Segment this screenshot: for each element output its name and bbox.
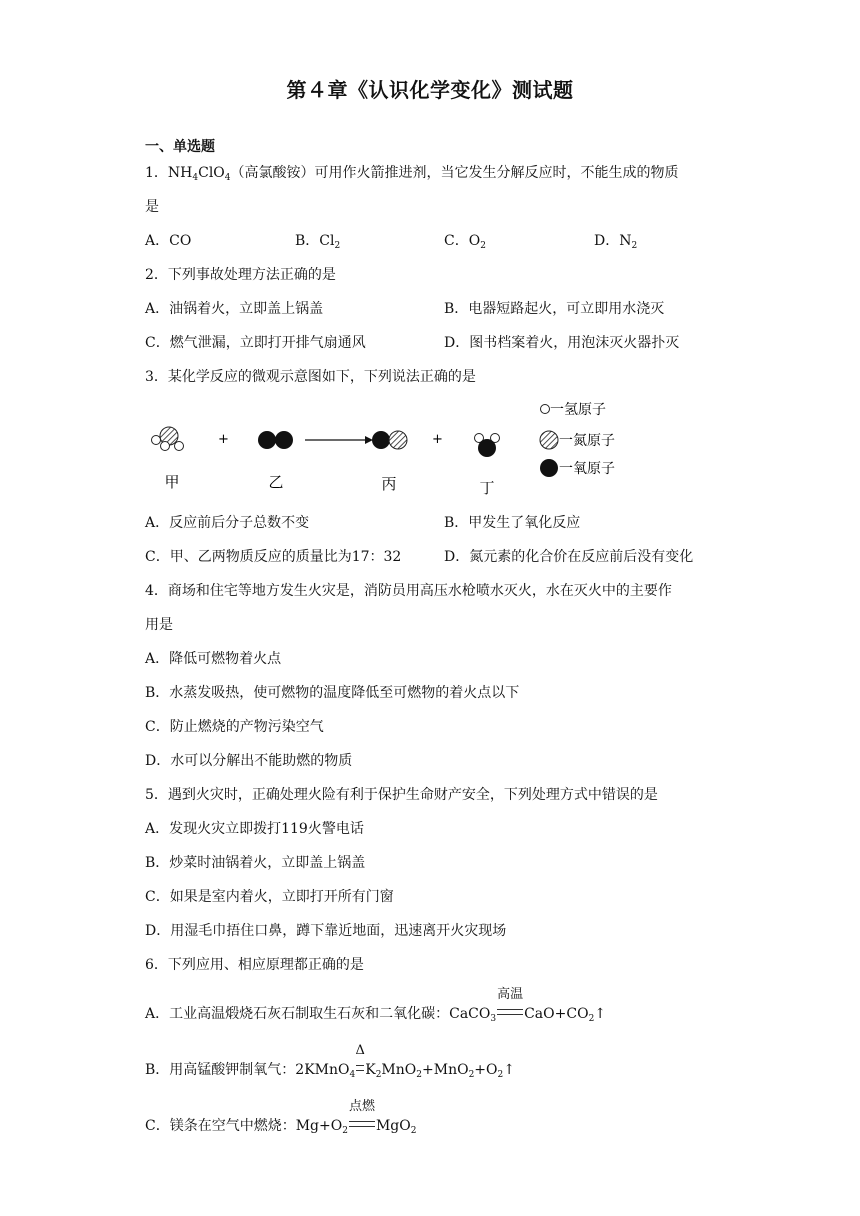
- q4-stem: 4．商场和住宅等地方发生火灾是，消防员用高压水枪喷水灭火，水在灭火中的主要作: [145, 583, 672, 599]
- q1-option-a: A．CO: [145, 233, 192, 249]
- legend-oxygen: 一氧原子: [559, 461, 615, 477]
- plus-sign-2: +: [432, 432, 443, 447]
- reaction-condition-ignite: 点燃: [348, 1117, 376, 1135]
- label-yi: 乙: [268, 473, 284, 491]
- q2-option-a: A．油锅着火，立即盖上锅盖: [145, 301, 324, 317]
- reaction-arrow: [305, 436, 373, 444]
- q3-option-c: C．甲、乙两物质反应的质量比为17：32: [145, 549, 402, 565]
- molecule-ding: [475, 434, 500, 458]
- label-ding: 丁: [479, 479, 495, 497]
- q3-option-a: A．反应前后分子总数不变: [145, 515, 310, 531]
- q4-stem-line2: 用是: [145, 617, 173, 633]
- q6-option-c: C．镁条在空气中燃烧：$Mg+O_2$ 点燃 MgO$_2$: [145, 1099, 417, 1136]
- q1-option-c: C．$O_2$: [444, 233, 486, 251]
- plus-sign-1: +: [218, 432, 229, 447]
- q2-option-b: B．电器短路起火，可立即用水浇灭: [444, 301, 665, 317]
- q1-option-d: D．$N_2$: [594, 233, 638, 251]
- section-heading: 一、单选题: [145, 139, 215, 155]
- q6-option-a: A．工业高温煅烧石灰石制取生石灰和二氧化碳：CaCO$_3$ 高温 $CaO+CO_2↑$: [145, 987, 607, 1024]
- q5-option-b: B．炒菜时油锅着火，立即盖上锅盖: [145, 855, 366, 871]
- reaction-diagram: [140, 395, 640, 505]
- reaction-condition-high-temp: 高温: [496, 1005, 524, 1023]
- molecule-jia: [152, 427, 184, 451]
- q6-stem: 6．下列应用、相应原理都正确的是: [145, 957, 364, 973]
- q2-stem: 2．下列事故处理方法正确的是: [145, 267, 336, 283]
- q6-option-b: B．用高锰酸钾制氧气：2KMnO$_4$ Δ $K_2MnO_2+MnO_2+O_2↑$: [145, 1043, 515, 1080]
- molecule-yi: [258, 431, 293, 449]
- q3-stem: 3．某化学反应的微观示意图如下，下列说法正确的是: [145, 369, 476, 385]
- label-jia: 甲: [164, 473, 180, 491]
- reaction-condition-heat: Δ: [355, 1061, 365, 1079]
- q4-option-b: B．水蒸发吸热，使可燃物的温度降低至可燃物的着火点以下: [145, 685, 520, 701]
- q4-option-a: A．降低可燃物着火点: [145, 651, 282, 667]
- legend-hydrogen: 一氢原子: [550, 402, 606, 418]
- legend-nitrogen: 一氮原子: [559, 433, 615, 449]
- q3-option-b: B．甲发生了氧化反应: [444, 515, 581, 531]
- q2-option-c: C．燃气泄漏，立即打开排气扇通风: [145, 335, 366, 351]
- q5-option-a: A．发现火灾立即拨打119火警电话: [145, 821, 364, 837]
- q4-option-d: D．水可以分解出不能助燃的物质: [145, 753, 353, 769]
- q5-option-c: C．如果是室内着火，立即打开所有门窗: [145, 889, 394, 905]
- q5-stem: 5．遇到火灾时，正确处理火险有利于保护生命财产安全，下列处理方式中错误的是: [145, 787, 658, 803]
- q4-option-c: C．防止燃烧的产物污染空气: [145, 719, 324, 735]
- document-title: 第４章《认识化学变化》测试题: [286, 78, 574, 102]
- diagram-legend: [540, 402, 615, 477]
- q1-option-b: B．$Cl_2$: [295, 233, 341, 251]
- molecule-bing: [372, 431, 407, 449]
- q2-option-d: D．图书档案着火，用泡沫灭火器扑灭: [444, 335, 680, 351]
- q3-option-d: D．氮元素的化合价在反应前后没有变化: [444, 549, 694, 565]
- q1-stem-line2: 是: [145, 199, 159, 215]
- label-bing: 丙: [381, 475, 397, 493]
- q1-stem: 1．$NH_4ClO_4$（高氯酸铵）可用作火箭推进剂，当它发生分解反应时，不能生成的物质: [145, 165, 679, 183]
- q5-option-d: D．用湿毛巾捂住口鼻，蹲下靠近地面，迅速离开火灾现场: [145, 923, 507, 939]
